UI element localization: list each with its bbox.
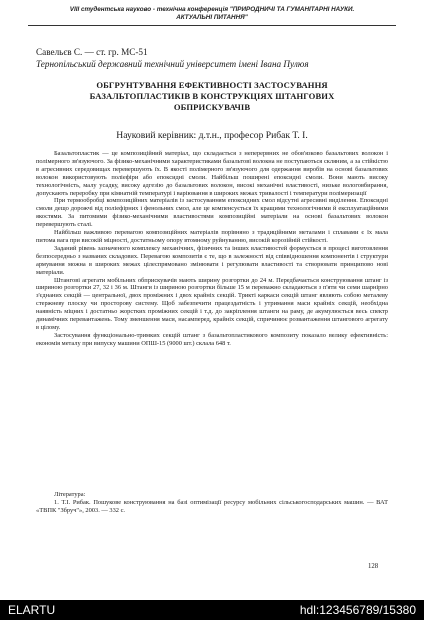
author-line: Савельєв С. — ст. гр. МС-51 <box>36 47 148 57</box>
header-divider <box>28 25 396 26</box>
paragraph-6: Застосування функціонально-тримких секцій штанг з базальтопластикового композиту показало велику ефективність: економія металу при випуску машини ОПШ-15 (9000 шт.) склала 648 т. <box>36 331 388 347</box>
repository-footer <box>0 600 424 620</box>
supervisor-line: Науковий керівник: д.т.н., професор Рибак Т. І. <box>116 130 308 141</box>
conference-header <box>28 6 396 22</box>
references-section <box>36 491 388 515</box>
paper-title-line3: ОБПРИСКУВАЧІВ <box>173 102 251 112</box>
reference-item-1: 1. Т.І. Рибак. Пошукове конструювання на базі оптимізації ресурсу мобільних сільськогосподарських машин. — ВАТ «ТВПК "Збруч"», 2003. — 332 с. <box>36 499 388 514</box>
paragraph-5: Штангові агрегати мобільних обприскувачів мають ширину розгортки до 24 м. Передбачається конструювання штанг із шириною розгортки 27, 32 і 36 м. Штанги із шириною розгортки більше 15 м переважно складаються з п'яти чи семи шарнірно з'єднаних секцій — центральної, двох проміжних і двох крайніх секцій. Трикті каркаси секцій штанг являють собою металеву стержневу плоску чи просторову систему. Щоб забезпечити працездатність і утримання маси крайніх секцій, необхідна наявність міцних і достатньо жорстких проміжних секцій і т.д. до закріплення штанги на раму, де акумулюється весь спектр динамічних перевантажень. Тому зменшення маси, насамперед, крайніх секцій, спричинює розвантаження штангового агрегату в цілому. <box>36 276 388 331</box>
paper-title <box>36 80 388 113</box>
paper-title-line1: ОБГРУНТУВАННЯ ЕФЕКТИВНОСТІ ЗАСТОСУВАННЯ <box>96 80 328 90</box>
paragraph-2: При термообробці композиційних матеріалів із застосуванням епоксидних смол відсутні агресивні виділення. Епоксидні смоли дещо дорожчі від поліефірних і фенольних смол, але це компенсується їх кращими технологічними й експлуатаційними якостями. За питомими фізико-механічними властивостями композиційні матеріали на основі базальтових волокон перевершують сталі. <box>36 197 388 229</box>
paper-title-line2: БАЗАЛЬТОПЛАСТИКІВ В КОНСТРУКЦІЯХ ШТАНГОВИХ <box>89 91 335 101</box>
paragraph-1: Базальтопластик — це композиційний матеріал, що складається з неперервних не обов'язково базальтових волокон і полімерного зв'язуючого. За фізико-механічними характеристиками базальтові волокна не поступаються скляним, а за стійкістю в агресивних середовищах перевершують їх. В якості полімерного зв'язуючого для одержання виробів на основі базальтових волокон використовують поліефіри або епоксидні смоли. Найбільш поширені епоксидні смоли. Вони мають високу технологічність, малу усадку, високу адгезію до базальтових волокон, високі механічні властивості, низьке вологовбирання, допускають переробку при кімнатній температурі і варіювання в широких межах тривалості і температури полімеризації <box>36 150 388 197</box>
handle-identifier[interactable]: hdl:123456789/15380 <box>299 603 416 617</box>
paragraph-3: Найбільш важливою перевагою композиційних матеріалів порівняно з традиційними металами і сплавами є їх мала питома вага при високій міцності, достатньому опору втомному руйнуванню, високій корозійній стійкості. <box>36 229 388 244</box>
page-number: 128 <box>368 563 379 570</box>
conference-header-line2: АКТУАЛЬНІ ПИТАННЯ" <box>176 14 248 21</box>
body-text <box>36 150 388 348</box>
affiliation-line: Тернопільський державний технічний університет імені Івана Пулюя <box>36 59 309 69</box>
paragraph-4: Заданий рівень зазначеного комплексу механічних, фізичних та інших властивостей формується в процесі виготовлення безпосередньо з названих складових. Перевагою композитів є те, що в залежності від співвідношення компонентів і структури армування можна в широких межах цілеспрямовано змінювати і регулювати властивості та створювати принципово нові матеріали. <box>36 244 388 276</box>
repository-name: ELARTU <box>8 603 56 617</box>
references-heading: Література: <box>54 491 86 498</box>
conference-header-line1: VIII студентська науково - технічна конференція "ПРИРОДНИЧІ ТА ГУМАНІТАРНІ НАУКИ. <box>69 6 355 13</box>
